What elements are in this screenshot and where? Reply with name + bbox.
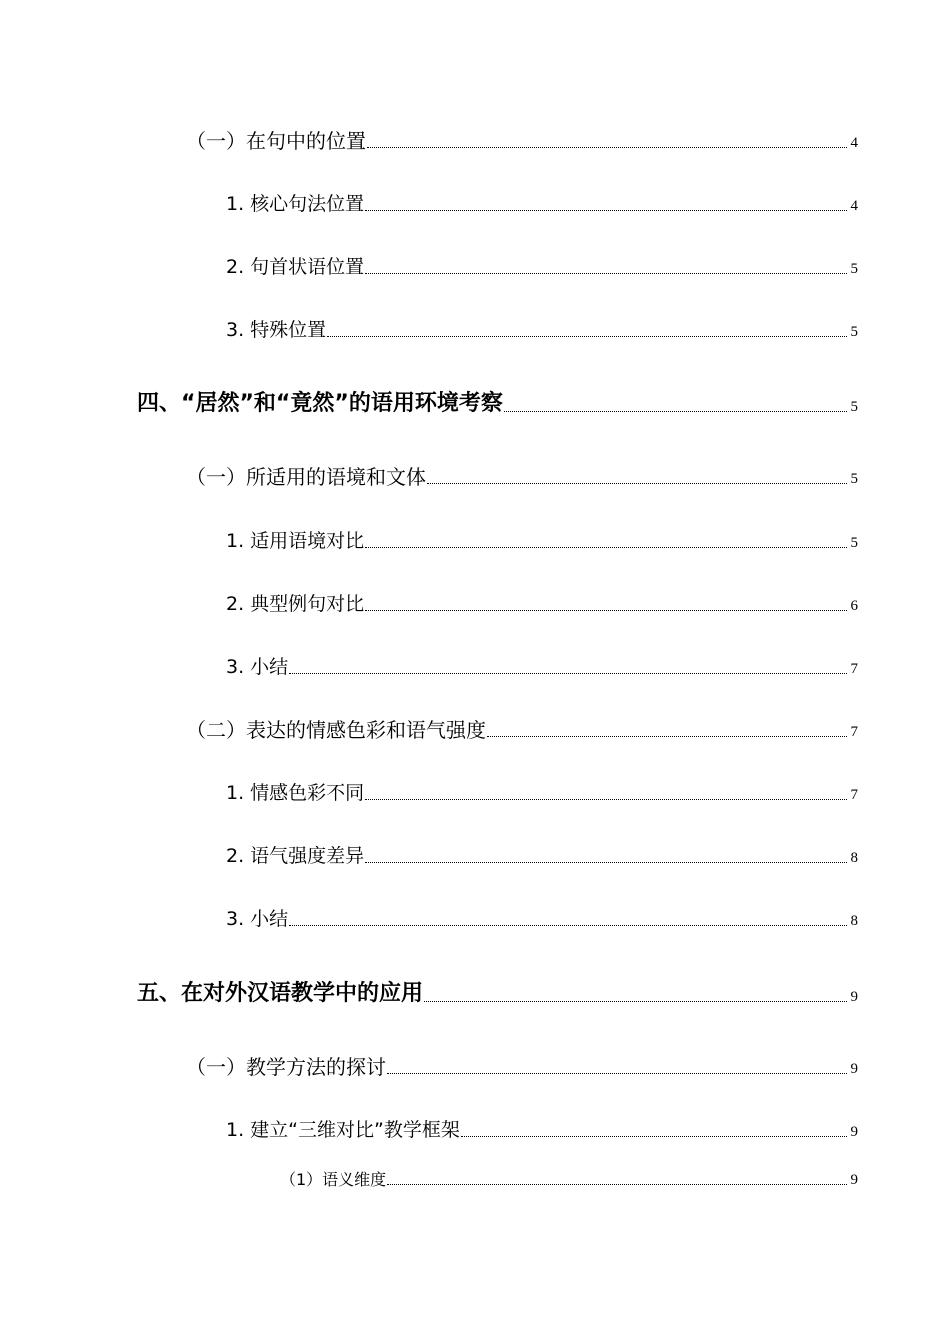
toc-entry[interactable] [186,720,858,740]
toc-entry[interactable] [186,467,858,487]
toc-entry-title: （一）在句中的位置 [186,129,366,153]
toc-page-number: 7 [850,661,858,677]
toc-page-number: 5 [850,324,858,340]
toc-entry-title: （1）语义维度 [280,1170,387,1189]
toc-entry-title: 1. 建立“三维对比”教学框架 [226,1119,460,1141]
toc-page-number: 4 [850,198,858,214]
dot-leader [365,610,847,611]
dot-leader [327,336,847,337]
toc-entry-title: 2. 句首状语位置 [226,256,365,278]
toc-page-number: 7 [850,787,858,803]
toc-entry-title: （一）教学方法的探讨 [186,1055,386,1079]
toc-entry[interactable] [226,1121,858,1140]
dot-leader [365,862,847,863]
toc-entry-title: 1. 情感色彩不同 [226,782,365,804]
toc-entry-title: 五、在对外汉语教学中的应用 [137,981,424,1006]
toc-entry-title: 四、“居然”和“竟然”的语用环境考察 [137,391,503,416]
toc-page-number: 9 [850,989,858,1005]
toc-entry-title: （一）所适用的语境和文体 [186,465,426,489]
toc-page-number: 8 [850,913,858,929]
dot-leader [367,147,847,148]
dot-leader [427,483,847,484]
dot-leader [387,1184,847,1185]
toc-page-number: 5 [850,399,858,415]
toc-entry[interactable] [137,393,858,415]
dot-leader [289,925,847,926]
toc-page-number: 4 [850,135,858,151]
dot-leader [289,673,847,674]
dot-leader [365,547,847,548]
toc-entry[interactable] [186,1057,858,1077]
toc-page-number: 6 [850,598,858,614]
toc-page-number: 5 [850,261,858,277]
dot-leader [504,411,847,412]
toc-entry[interactable] [226,595,858,614]
dot-leader [387,1073,847,1074]
toc-entry-title: 1. 适用语境对比 [226,530,365,552]
toc-entry-title: 2. 语气强度差异 [226,845,365,867]
toc-entry-title: 1. 核心句法位置 [226,193,365,215]
toc-entry[interactable] [226,784,858,803]
toc-entry[interactable] [226,195,858,214]
toc-page-number: 5 [850,535,858,551]
toc-page-number: 8 [850,850,858,866]
toc-entry[interactable] [226,321,858,340]
toc-entry[interactable] [226,258,858,277]
toc-entry[interactable] [226,847,858,866]
dot-leader [365,799,847,800]
toc-entry-title: 3. 特殊位置 [226,319,327,341]
dot-leader [487,736,847,737]
toc-entry-title: 3. 小结 [226,908,289,930]
dot-leader [424,1001,847,1002]
dot-leader [365,210,847,211]
toc-page-number: 9 [850,1124,858,1140]
toc-page-number: 9 [850,1172,858,1188]
toc-entry[interactable] [226,658,858,677]
toc-entry[interactable] [226,910,858,929]
dot-leader [461,1136,847,1137]
toc-page-number: 9 [850,1061,858,1077]
toc-entry[interactable] [186,131,858,151]
toc-entry-title: 3. 小结 [226,656,289,678]
toc-entry-title: （二）表达的情感色彩和语气强度 [186,718,486,742]
toc-page-number: 5 [850,471,858,487]
toc-entry[interactable] [226,532,858,551]
toc-entry-title: 2. 典型例句对比 [226,593,365,615]
toc-page-number: 7 [850,724,858,740]
toc-entry[interactable] [280,1172,858,1188]
dot-leader [365,273,847,274]
toc-entry[interactable] [137,983,858,1005]
